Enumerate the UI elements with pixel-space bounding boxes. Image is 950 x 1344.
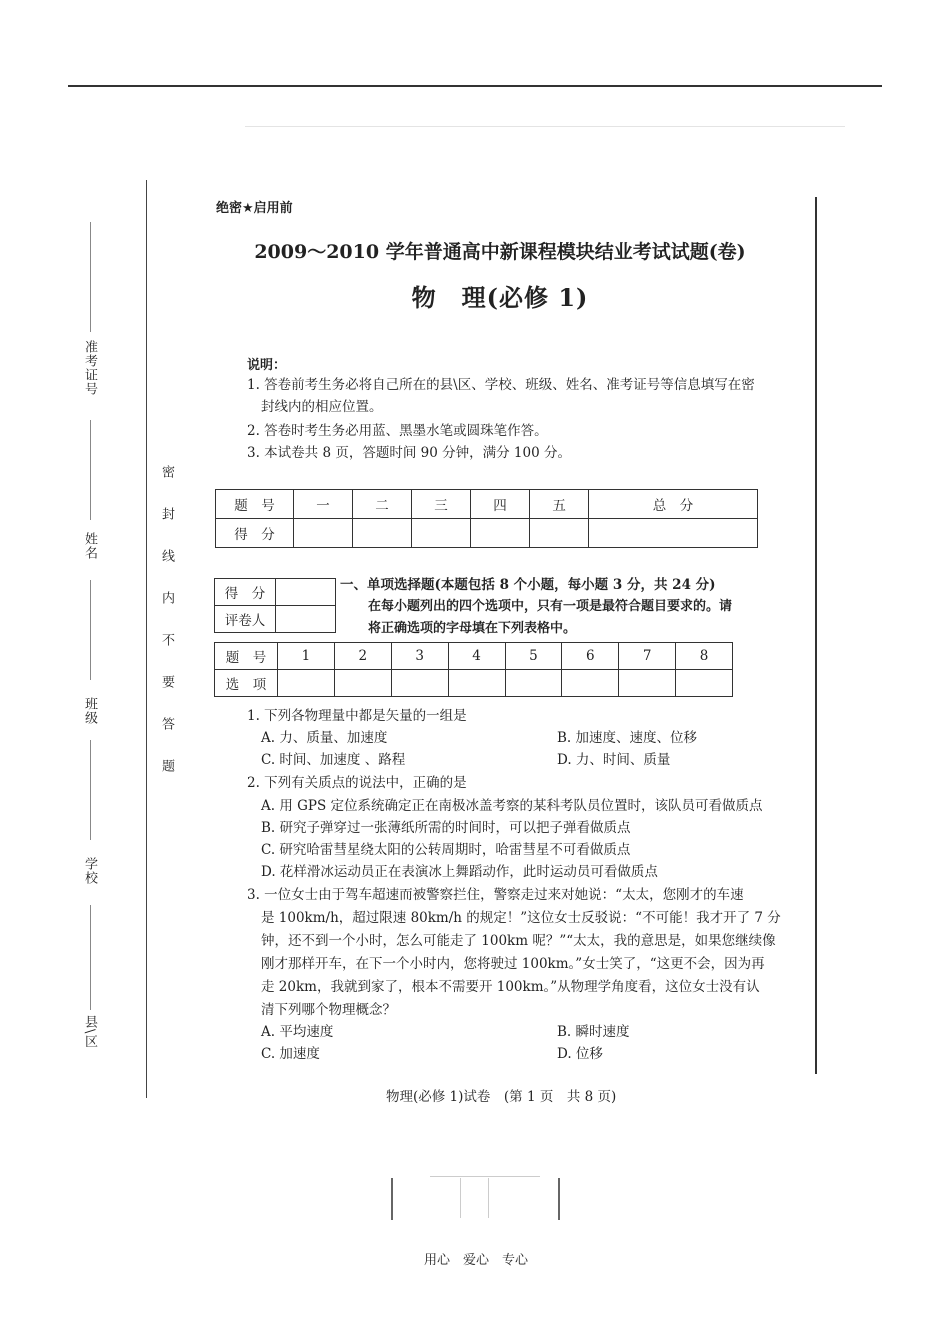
subject-title: 物 理(必修 1) [411, 283, 589, 312]
answer-header-cell: 7 [619, 643, 676, 670]
score-cell [412, 519, 471, 548]
top-rule [68, 85, 882, 87]
option: D. 位移 [557, 1046, 603, 1062]
seal-warning-text: 密封线内不要答题 [159, 465, 174, 801]
answer-cell [676, 670, 733, 697]
answer-header-cell: 5 [505, 643, 562, 670]
grader-box [214, 578, 336, 633]
score-header-cell: 题 号 [216, 490, 294, 519]
bottom-slogan: 用心 爱心 专心 [424, 1253, 529, 1268]
note-line: 2. 答卷时考生务必用蓝、黑墨水笔或圆珠笔作答。 [247, 423, 548, 439]
option: C. 加速度 [261, 1046, 320, 1062]
answer-cell [334, 670, 391, 697]
answer-cell [562, 670, 619, 697]
score-row-label: 得 分 [216, 519, 294, 548]
note-line: 1. 答卷前考生务必将自己所在的县\区、学校、班级、姓名、准考证号等信息填写在密 [247, 377, 755, 393]
score-header-cell: 三 [412, 490, 471, 519]
answer-table [214, 642, 733, 697]
answer-cell [619, 670, 676, 697]
side-label-county: 县\区 [82, 1015, 97, 1049]
scan-mark [488, 1178, 489, 1218]
answer-header-cell: 3 [391, 643, 448, 670]
answer-header-cell: 1 [278, 643, 335, 670]
answer-cell [278, 670, 335, 697]
note-line: 3. 本试卷共 8 页，答题时间 90 分钟，满分 100 分。 [247, 445, 571, 461]
page-footer: 物理(必修 1)试卷 (第 1 页 共 8 页) [386, 1089, 617, 1105]
section-heading [340, 574, 780, 640]
question-stem: 清下列哪个物理概念？ [261, 1002, 396, 1018]
answer-header-cell: 题 号 [215, 643, 278, 670]
side-label-name: 姓名 [82, 532, 97, 560]
grader-name-label: 评卷人 [215, 606, 276, 633]
scan-mark [460, 1178, 461, 1218]
right-border-line [815, 197, 817, 1074]
option: C. 时间、加速度 、路程 [261, 752, 406, 768]
score-cell [530, 519, 589, 548]
score-cell [353, 519, 412, 548]
option: A. 平均速度 [261, 1024, 334, 1040]
option: A. 力、质量、加速度 [261, 730, 388, 746]
question-stem: 是 100km/h，超过限速 80km/h 的规定！”这位女士反驳说：“不可能！我才开了 7 分 [261, 910, 781, 926]
question-stem: 刚才那样开车，在下一个小时内，您将驶过 100km。”女士笑了，“这更不会，因为再 [261, 956, 765, 972]
answer-cell [505, 670, 562, 697]
question-stem: 3. 一位女士由于驾车超速而被警察拦住，警察走过来对她说：“太太，您刚才的车速 [247, 887, 744, 903]
side-label-school: 学校 [82, 857, 97, 885]
secret-label: 绝密★启用前 [216, 201, 293, 216]
score-header-cell: 五 [530, 490, 589, 519]
answer-header-cell: 2 [334, 643, 391, 670]
section-instruction: 在每小题列出的四个选项中，只有一项是最符合题目要求的。请 [368, 599, 733, 614]
binding-line [146, 180, 147, 1098]
note-line: 封线内的相应位置。 [261, 399, 383, 415]
option: C. 研究哈雷彗星绕太阳的公转周期时，哈雷彗星不可看做质点 [261, 842, 631, 858]
question-stem: 走 20km，我就到家了，根本不需要开 100km。”从物理学角度看，这位女士没有认 [261, 979, 760, 995]
exam-title: 2009～2010 学年普通高中新课程模块结业考试试题(卷) [254, 241, 746, 263]
answer-header-cell: 8 [676, 643, 733, 670]
score-cell [589, 519, 758, 548]
option: A. 用 GPS 定位系统确定正在南极冰盖考察的某科考队员位置时，该队员可看做质点 [261, 798, 763, 814]
scan-mark [430, 1176, 540, 1177]
fill-line [90, 580, 91, 680]
answer-header-cell: 4 [448, 643, 505, 670]
scan-faint-line [245, 126, 845, 127]
fill-line [90, 222, 91, 332]
score-header-cell: 二 [353, 490, 412, 519]
answer-row-label: 选 项 [215, 670, 278, 697]
question-stem: 2. 下列有关质点的说法中，正确的是 [247, 775, 467, 791]
option: D. 力、时间、质量 [557, 752, 671, 768]
side-label-exam-id: 准考证号 [82, 340, 97, 396]
option: D. 花样滑冰运动员正在表演冰上舞蹈动作，此时运动员可看做质点 [261, 864, 658, 880]
answer-cell [448, 670, 505, 697]
answer-cell [391, 670, 448, 697]
option: B. 加速度、速度、位移 [557, 730, 698, 746]
section-instruction: 将正确选项的字母填在下列表格中。 [368, 621, 577, 636]
notes-title: 说明： [247, 358, 287, 373]
fill-line [90, 740, 91, 840]
scan-mark [391, 1178, 393, 1220]
score-header-cell: 一 [294, 490, 353, 519]
fill-line [90, 905, 91, 1010]
score-header-cell: 四 [471, 490, 530, 519]
score-cell [294, 519, 353, 548]
grader-name-cell [276, 606, 336, 633]
question-stem: 1. 下列各物理量中都是矢量的一组是 [247, 708, 467, 724]
option: B. 研究子弹穿过一张薄纸所需的时间时，可以把子弹看做质点 [261, 820, 631, 836]
side-label-class: 班级 [82, 697, 97, 725]
score-table [215, 489, 758, 548]
answer-header-cell: 6 [562, 643, 619, 670]
grader-score-cell [276, 579, 336, 606]
option: B. 瞬时速度 [557, 1024, 630, 1040]
question-stem: 钟，还不到一个小时，怎么可能走了 100km 呢？”“太太，我的意思是，如果您继续像 [261, 933, 776, 949]
score-cell [471, 519, 530, 548]
scan-mark [558, 1178, 560, 1220]
score-header-cell: 总 分 [589, 490, 758, 519]
section-title: 一、单项选择题(本题包括 8 个小题，每小题 3 分，共 24 分) [340, 577, 716, 593]
grader-score-label: 得 分 [215, 579, 276, 606]
fill-line [90, 420, 91, 520]
